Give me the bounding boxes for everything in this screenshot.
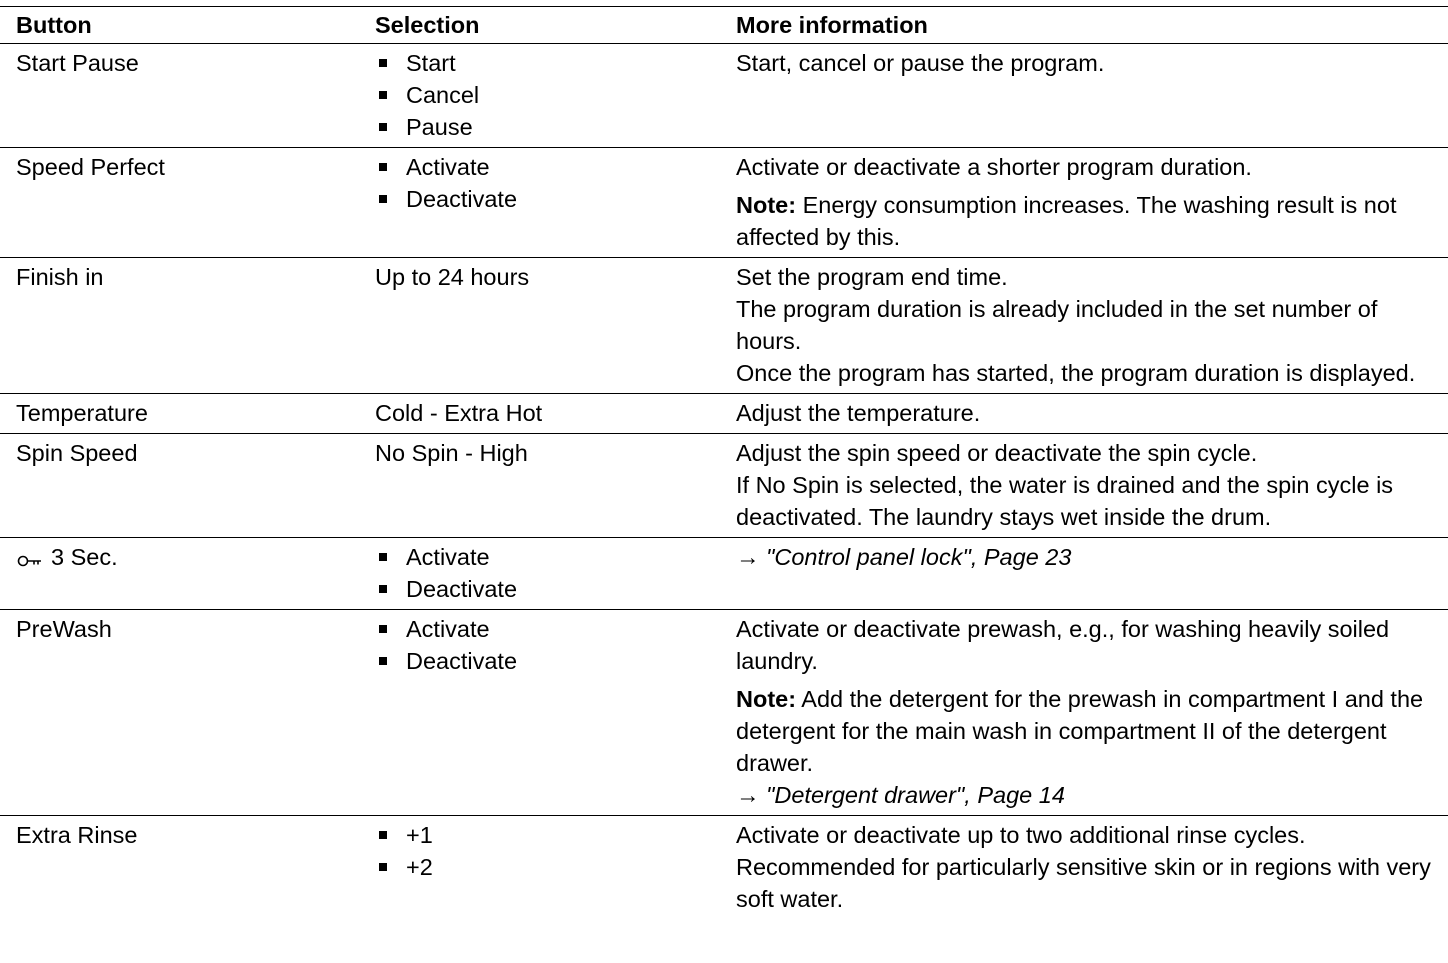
table-row: [0, 434, 1448, 538]
selection-list: [375, 613, 720, 677]
list-item: +1: [375, 819, 720, 851]
info-cell: [720, 258, 1448, 393]
button-name: Extra Rinse: [16, 822, 138, 848]
info-cell: [720, 816, 1448, 919]
button-name: Speed Perfect: [16, 154, 165, 180]
info-cell: [720, 610, 1448, 815]
table-row: [0, 610, 1448, 816]
table-row: [0, 258, 1448, 394]
table-row: [0, 44, 1448, 148]
info-text: Start, cancel or pause the program.: [736, 50, 1105, 76]
selection-cell: [360, 148, 720, 257]
selection-cell: [360, 610, 720, 815]
list-item: Cancel: [375, 79, 720, 111]
button-name: Temperature: [16, 400, 148, 426]
table-row: [0, 816, 1448, 919]
button-name: Start Pause: [16, 50, 139, 76]
selection-text: Up to 24 hours: [375, 264, 530, 290]
note-label: Note:: [736, 192, 797, 218]
selection-text: No Spin - High: [375, 440, 528, 466]
selection-cell: [360, 538, 720, 609]
list-item: Start: [375, 47, 720, 79]
note: [736, 189, 1442, 253]
info-cell: [720, 434, 1448, 537]
info-text: Activate or deactivate a shorter program duration.: [736, 154, 1252, 180]
list-item: Activate: [375, 151, 720, 183]
info-cell: [720, 148, 1448, 257]
info-text: Adjust the spin speed or deactivate the spin cycle.: [736, 440, 1258, 466]
selection-list: [375, 819, 720, 883]
button-name: Finish in: [16, 264, 104, 290]
note-text: Energy consumption increases. The washing result is not affected by this.: [736, 192, 1397, 250]
note: [736, 683, 1442, 779]
info-cell: [720, 44, 1448, 147]
table-row: [0, 148, 1448, 258]
page-reference-link[interactable]: → "Detergent drawer", Page 14: [736, 782, 1065, 808]
header-selection: Selection: [375, 12, 480, 38]
info-text: Recommended for particularly sensitive skin or in regions with very soft water.: [736, 854, 1431, 912]
selection-cell: [360, 816, 720, 919]
header-button: Button: [16, 12, 92, 38]
options-table: [0, 6, 1448, 919]
info-text: The program duration is already included in the set number of hours.: [736, 296, 1378, 354]
button-name: Spin Speed: [16, 440, 138, 466]
selection-cell: [360, 44, 720, 147]
selection-text: Cold - Extra Hot: [375, 400, 543, 426]
info-cell: [720, 394, 1448, 433]
list-item: Pause: [375, 111, 720, 143]
selection-list: [375, 541, 720, 605]
selection-list: [375, 151, 720, 215]
info-text: Activate or deactivate up to two additional rinse cycles.: [736, 822, 1306, 848]
page-reference-link[interactable]: → "Control panel lock", Page 23: [736, 544, 1072, 570]
info-cell: [720, 538, 1448, 609]
list-item: Activate: [375, 613, 720, 645]
table-row: [0, 394, 1448, 434]
button-name-cell: [0, 538, 360, 609]
info-text: If No Spin is selected, the water is drained and the spin cycle is deactivated. The laundry stays wet inside the drum.: [736, 472, 1394, 530]
info-text: Adjust the temperature.: [736, 400, 981, 426]
list-item: Deactivate: [375, 645, 720, 677]
info-text: Once the program has started, the program duration is displayed.: [736, 360, 1416, 386]
note-label: Note:: [736, 686, 797, 712]
info-text: Set the program end time.: [736, 264, 1008, 290]
list-item: Deactivate: [375, 183, 720, 215]
button-name: 3 Sec.: [51, 544, 118, 570]
table-header-row: [0, 6, 1448, 44]
key-icon: [16, 543, 43, 575]
note-text: Add the detergent for the prewash in compartment I and the detergent for the main wash in compartment II of the detergent drawer.: [736, 686, 1424, 776]
button-name: PreWash: [16, 616, 112, 642]
list-item: Activate: [375, 541, 720, 573]
selection-list: [375, 47, 720, 143]
list-item: +2: [375, 851, 720, 883]
list-item: Deactivate: [375, 573, 720, 605]
info-text: Activate or deactivate prewash, e.g., for washing heavily soiled laundry.: [736, 616, 1390, 674]
table-row: [0, 538, 1448, 610]
header-more-information: More information: [736, 12, 928, 38]
